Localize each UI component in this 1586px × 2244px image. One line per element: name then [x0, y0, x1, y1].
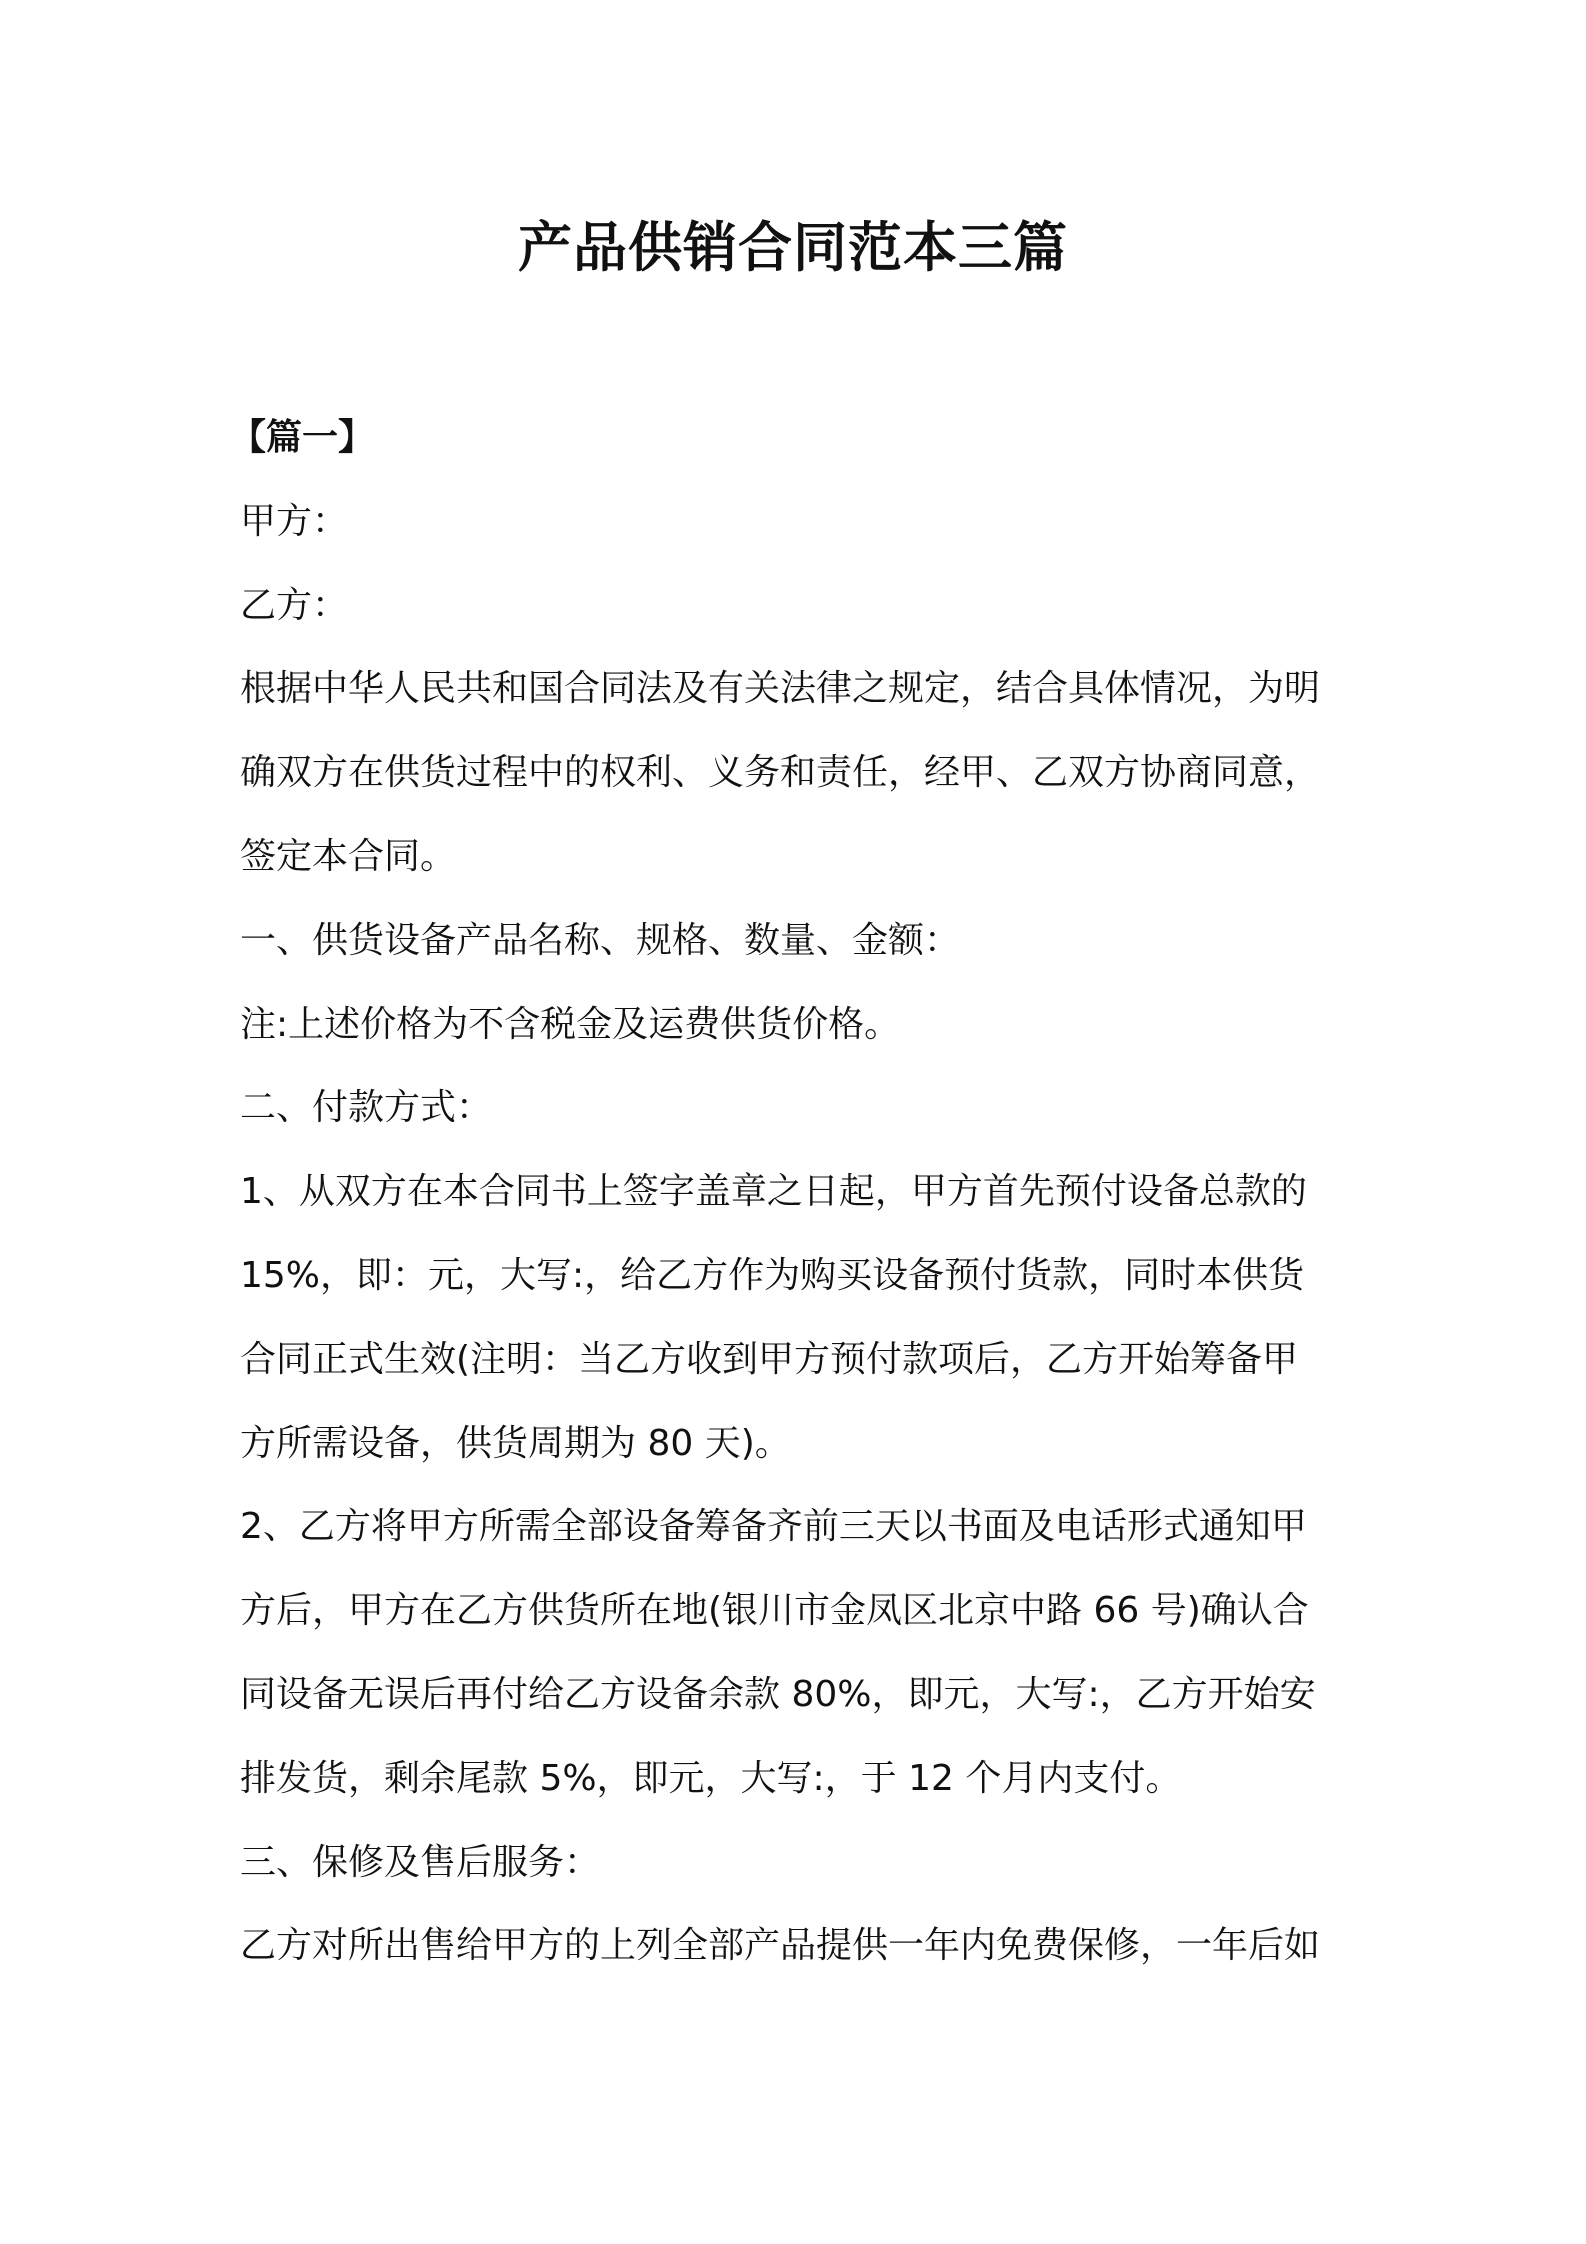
clause-heading: 三、保修及售后服务：: [240, 1841, 601, 1883]
document-body: [230, 396, 1352, 1988]
party-b-line: 乙方：: [240, 584, 349, 626]
paragraph-line: 签定本合同。: [240, 835, 457, 877]
paragraph-line: 15%，即：元，大写:，给乙方作为购买设备预付货款，同时本供货: [240, 1254, 1305, 1296]
note-line: 注:上述价格为不含税金及运费供货价格。: [240, 1003, 901, 1045]
paragraph-line: 根据中华人民共和国合同法及有关法律之规定，结合具体情况，为明: [240, 668, 1321, 710]
paragraph-line: 2、乙方将甲方所需全部设备筹备齐前三天以书面及电话形式通知甲: [240, 1506, 1307, 1548]
clause-heading: 一、供货设备产品名称、规格、数量、金额：: [240, 919, 961, 961]
paragraph-line: 排发货，剩余尾款 5%，即元，大写:，于 12 个月内支付。: [240, 1757, 1182, 1799]
paragraph-line: 1、从双方在本合同书上签字盖章之日起，甲方首先预付设备总款的: [240, 1171, 1307, 1213]
paragraph-line: 合同正式生效(注明：当乙方收到甲方预付款项后，乙方开始筹备甲: [240, 1338, 1299, 1380]
section-heading: 【篇一】: [230, 417, 375, 458]
paragraph-line: 方所需设备，供货周期为 80 天)。: [240, 1422, 791, 1464]
paragraph-line: 方后，甲方在乙方供货所在地(银川市金凤区北京中路 66 号)确认合: [240, 1590, 1309, 1632]
paragraph-line: 同设备无误后再付给乙方设备余款 80%，即元，大写:，乙方开始安: [240, 1673, 1316, 1715]
paragraph-line: 乙方对所出售给甲方的上列全部产品提供一年内免费保修，一年后如: [240, 1925, 1321, 1967]
clause-heading: 二、付款方式：: [240, 1087, 493, 1129]
paragraph-line: 确双方在供货过程中的权利、义务和责任，经甲、乙双方协商同意，: [240, 752, 1321, 794]
document-title: 产品供销合同范本三篇: [518, 216, 1068, 279]
party-a-line: 甲方：: [240, 500, 349, 542]
